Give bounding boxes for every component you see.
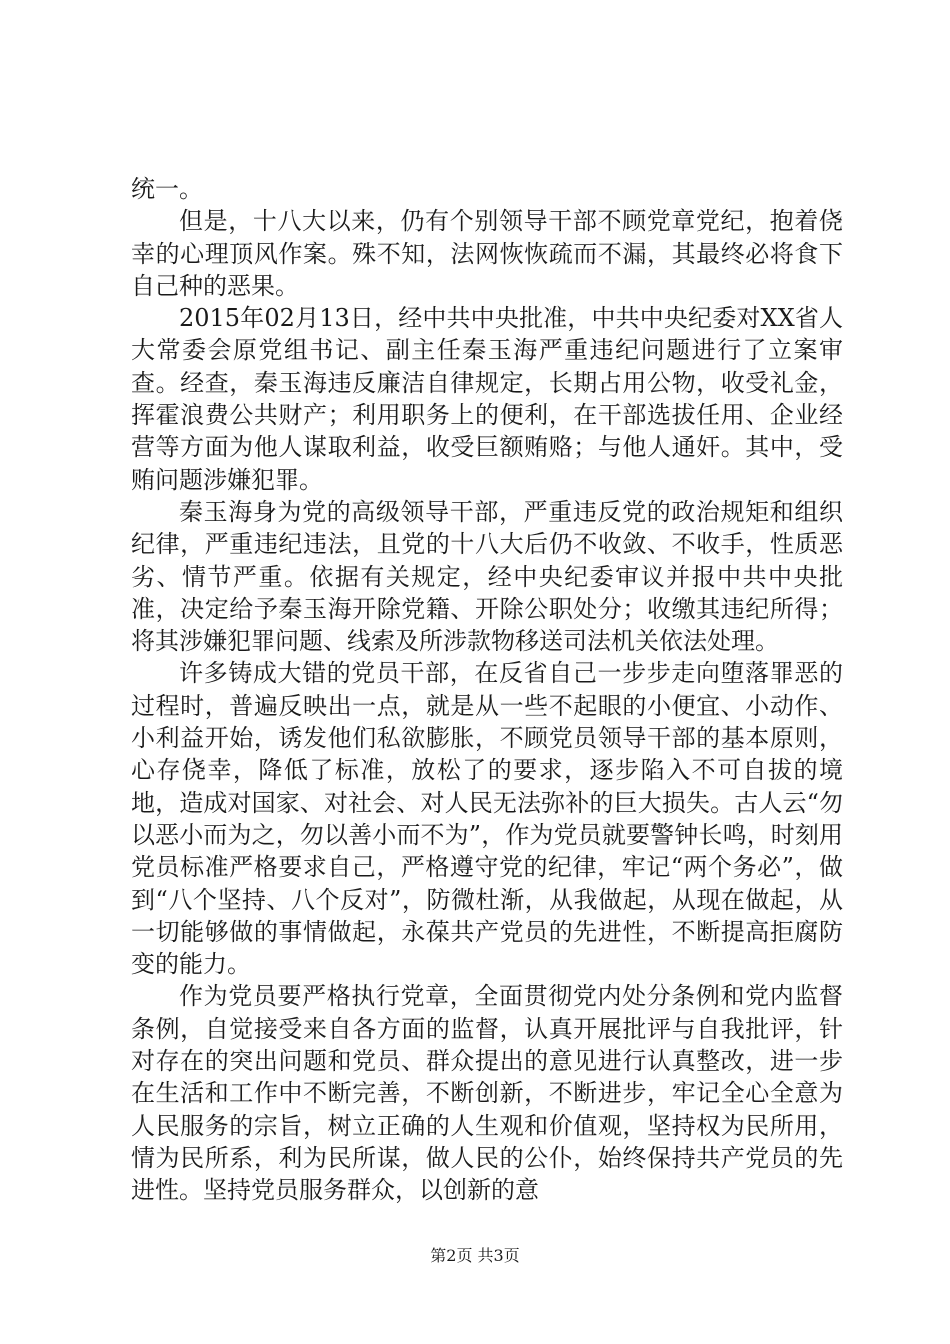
paragraph: 2015年02月13日，经中共中央批准，中共中央纪委对XX省人大常委会原党组书记、副主任秦玉海严重违纪问题进行了立案审查。经查，秦玉海违反廉洁自律规定，长期占用公物，收受礼金，挥霍浪费公共财产；利用职务上的便利，在干部选拔任用、企业经营等方面为他人谋取利益，收受巨额贿赂；与他人通奸。其中，受贿问题涉嫌犯罪。	[131, 304, 843, 494]
paragraph: 作为党员要严格执行党章，全面贯彻党内处分条例和党内监督条例，自觉接受来自各方面的监督，认真开展批评与自我批评，针对存在的突出问题和党员、群众提出的意见进行认真整改，进一步在生活和工作中不断完善，不断创新，不断进步，牢记全心全意为人民服务的宗旨，树立正确的人生观和价值观，坚持权为民所用，情为民所系，利为民所谋，做人民的公仆，始终保持共产党员的先进性。坚持党员服务群众，以创新的意	[131, 982, 843, 1205]
document-body	[131, 173, 843, 1207]
paragraph: 秦玉海身为党的高级领导干部，严重违反党的政治规矩和组织纪律，严重违纪违法，且党的十八大后仍不收敛、不收手，性质恶劣、情节严重。依据有关规定，经中央纪委审议并报中共中央批准，决定给予秦玉海开除党籍、开除公职处分；收缴其违纪所得；将其涉嫌犯罪问题、线索及所涉款物移送司法机关依法处理。	[131, 497, 843, 656]
paragraph-continuation: 统一。	[131, 175, 203, 203]
paragraph: 许多铸成大错的党员干部，在反省自己一步步走向堕落罪恶的过程时，普遍反映出一点，就是从一些不起眼的小便宜、小动作、小利益开始，诱发他们私欲膨胀，不顾党员领导干部的基本原则，心存侥幸，降低了标准，放松了的要求，逐步陷入不可自拔的境地，造成对国家、对社会、对人民无法弥补的巨大损失。古人云“勿以恶小而为之，勿以善小而不为”，作为党员就要警钟长鸣，时刻用党员标准严格要求自己，严格遵守党的纪律，牢记“两个务必”，做到“八个坚持、八个反对”，防微杜渐，从我做起，从现在做起，从一切能够做的事情做起，永葆共产党员的先进性，不断提高拒腐防变的能力。	[131, 659, 843, 979]
paragraph: 但是，十八大以来，仍有个别领导干部不顾党章党纪，抱着侥幸的心理顶风作案。殊不知，法网恢恢疏而不漏，其最终必将食下自己种的恶果。	[131, 207, 843, 300]
page-number-footer: 第2页 共3页	[430, 1246, 520, 1265]
